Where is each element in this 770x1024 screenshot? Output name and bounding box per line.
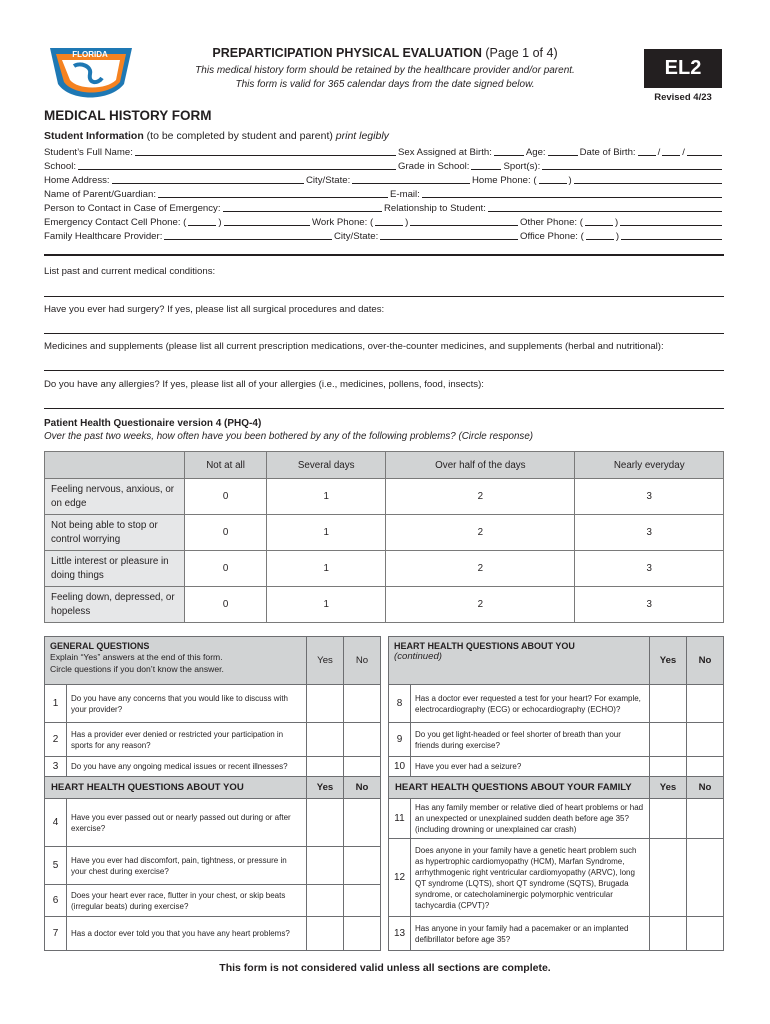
phq-option[interactable]: 3: [575, 515, 724, 551]
heart-cont-header: HEART HEALTH QUESTIONS ABOUT YOU (continued): [389, 637, 650, 685]
no-checkbox[interactable]: [687, 723, 724, 757]
question-text: Has a doctor ever told you that you have any heart problems?: [67, 917, 307, 951]
form-header-subtitle: [150, 64, 620, 92]
question-number: 13: [389, 917, 411, 951]
phq-table: [44, 451, 724, 623]
work-phone-area-field[interactable]: [375, 216, 403, 226]
no-checkbox[interactable]: [687, 685, 724, 723]
yes-checkbox[interactable]: [307, 723, 344, 757]
phq-row: [45, 551, 724, 587]
phq-row: [45, 587, 724, 623]
question-row: [389, 799, 724, 839]
work-phone-field[interactable]: [410, 216, 518, 226]
allergies-answer-line[interactable]: [44, 408, 724, 409]
question-number: 12: [389, 839, 411, 917]
no-checkbox[interactable]: [687, 799, 724, 839]
question-row: [45, 799, 381, 847]
no-checkbox[interactable]: [687, 757, 724, 777]
yes-checkbox[interactable]: [307, 847, 344, 885]
question-row: [45, 917, 381, 951]
question-number: 1: [45, 685, 67, 723]
no-checkbox[interactable]: [344, 799, 381, 847]
general-and-heart-table: [44, 636, 381, 951]
phq-option[interactable]: 2: [386, 551, 575, 587]
student-info-heading: Student Information (to be completed by student and parent) print legibly: [44, 130, 389, 142]
city-state-field[interactable]: [352, 174, 470, 184]
phq-option[interactable]: 0: [185, 515, 267, 551]
school-field[interactable]: [78, 160, 396, 170]
phq-row-label: Little interest or pleasure in doing things: [45, 551, 185, 587]
question-text: Do you have any concerns that you would like to discuss with your provider?: [67, 685, 307, 723]
validity-footer: This form is not considered valid unless all sections are complete.: [219, 962, 551, 974]
heart-you-header: HEART HEALTH QUESTIONS ABOUT YOU: [45, 777, 307, 799]
question-row: [45, 723, 381, 757]
question-row: [389, 917, 724, 951]
question-text: Has any family member or relative died of heart problems or had an unexpected or unexplained sudden death before age 35? (including drowning or unexplained car crash): [411, 799, 650, 839]
phq-option[interactable]: 2: [386, 587, 575, 623]
no-checkbox[interactable]: [344, 723, 381, 757]
revised-date: Revised 4/23: [654, 92, 712, 103]
title-text: PREPARTICIPATION PHYSICAL EVALUATION: [212, 46, 482, 60]
office-phone-area-field[interactable]: [586, 230, 614, 240]
yes-checkbox[interactable]: [307, 885, 344, 917]
no-checkbox[interactable]: [344, 885, 381, 917]
yes-header: Yes: [307, 777, 344, 799]
question-text: Have you ever had discomfort, pain, tightness, or pressure in your chest during exercise?: [67, 847, 307, 885]
question-number: 5: [45, 847, 67, 885]
yes-checkbox[interactable]: [650, 723, 687, 757]
phq-option[interactable]: 3: [575, 587, 724, 623]
phq-subtitle: Over the past two weeks, how often have you been bothered by any of the following problems? (Circle response): [44, 431, 534, 442]
student-info-fields: Student’s Full Name: Sex Assigned at Birth: Age: Date of Birth: / / School: Grade in School: Sport(s): Home Address: City/State: Home Phone: ( ) Name of Parent/Guardian: E-mail: Person to Contact in Case of Emergency: Relationship to Student: Emergency Contact Cell Phone: ( ) Work Phone: ( ) Other Phone: ( ) Family Healthcare Provider: City/State: Office Phone: ( ): [44, 144, 724, 242]
form-title: MEDICAL HISTORY FORM: [44, 108, 212, 123]
grade-field[interactable]: [471, 160, 501, 170]
parent-name-field[interactable]: [158, 188, 388, 198]
yes-checkbox[interactable]: [307, 799, 344, 847]
relationship-field[interactable]: [488, 202, 722, 212]
no-checkbox[interactable]: [344, 847, 381, 885]
question-number: 2: [45, 723, 67, 757]
home-phone-field[interactable]: [574, 174, 722, 184]
question-row: [389, 723, 724, 757]
form-header-title: [150, 46, 620, 60]
yes-header: Yes: [307, 637, 344, 685]
other-phone-area-field[interactable]: [585, 216, 613, 226]
yes-checkbox[interactable]: [307, 917, 344, 951]
emergency-contact-field[interactable]: [223, 202, 382, 212]
phq-option[interactable]: 0: [185, 551, 267, 587]
provider-city-field[interactable]: [380, 230, 518, 240]
phq-col-header: Nearly everyday: [575, 452, 724, 479]
question-text: Does anyone in your family have a genetic heart problem such as hypertrophic cardiomyopathy (HCM), Marfan Syndrome, arrhythmogenic right ventricular cardiomyopathy (ARVC), long QT syndrome (LQTS), short QT syndrome (SQTS), Brugada syndrome, or catecholaminergic polymorphic ventricular tachycardia (CPVT)?: [411, 839, 650, 917]
phq-option[interactable]: 0: [185, 587, 267, 623]
heart-you-header-row: [45, 777, 381, 799]
question-text: Have you ever had a seizure?: [411, 757, 650, 777]
question-text: Have you ever passed out or nearly passed out during or after exercise?: [67, 799, 307, 847]
section-divider: [44, 254, 724, 256]
surgery-question: Have you ever had surgery? If yes, please list all surgical procedures and dates:: [44, 304, 385, 315]
phq-option[interactable]: 3: [575, 479, 724, 515]
question-row: [389, 839, 724, 917]
phq-option[interactable]: 1: [267, 479, 386, 515]
question-row: [45, 685, 381, 723]
question-number: 4: [45, 799, 67, 847]
phq-option[interactable]: 0: [185, 479, 267, 515]
no-checkbox[interactable]: [687, 839, 724, 917]
yes-header: Yes: [650, 637, 687, 685]
medicines-question: Medicines and supplements (please list all current prescription medications, over-the-counter medicines, and supplements (herbal and nutritional):: [44, 341, 664, 352]
phq-title: Patient Health Questionaire version 4 (PHQ-4): [44, 418, 262, 429]
phq-option[interactable]: 1: [267, 515, 386, 551]
no-header: No: [687, 777, 724, 799]
healthcare-provider-field[interactable]: [164, 230, 332, 240]
heart-continued-table: [388, 636, 724, 951]
no-checkbox[interactable]: [687, 917, 724, 951]
phq-option[interactable]: 3: [575, 551, 724, 587]
yes-header: Yes: [650, 777, 687, 799]
question-number: 9: [389, 723, 411, 757]
yes-checkbox[interactable]: [650, 799, 687, 839]
subtitle-line-2: This form is valid for 365 calendar days from the date signed below.: [235, 79, 535, 90]
question-number: 10: [389, 757, 411, 777]
phq-option[interactable]: 2: [386, 515, 575, 551]
heart-family-header-row: [389, 777, 724, 799]
phq-row-label: Feeling down, depressed, or hopeless: [45, 587, 185, 623]
medicines-answer-line[interactable]: [44, 370, 724, 371]
subtitle-line-1: This medical history form should be retained by the healthcare provider and/or parent.: [195, 65, 575, 76]
phq-col-header: Over half of the days: [386, 452, 575, 479]
question-number: 3: [45, 757, 67, 777]
logo-text: FLORIDA: [72, 50, 108, 59]
phq-option[interactable]: 1: [267, 587, 386, 623]
no-checkbox[interactable]: [344, 917, 381, 951]
fhsaa-logo: [40, 44, 136, 102]
home-address-field[interactable]: [112, 174, 304, 184]
phq-row-label: Feeling nervous, anxious, or on edge: [45, 479, 185, 515]
sports-field[interactable]: [542, 160, 722, 170]
no-checkbox[interactable]: [344, 685, 381, 723]
phq-header-row: [45, 452, 724, 479]
question-number: 11: [389, 799, 411, 839]
age-field[interactable]: [548, 146, 578, 156]
yes-checkbox[interactable]: [650, 917, 687, 951]
heart-cont-header-row: [389, 637, 724, 685]
other-phone-field[interactable]: [620, 216, 722, 226]
allergies-question: Do you have any allergies? If yes, please list all of your allergies (i.e., medicines, pollens, food, insects):: [44, 379, 484, 390]
page-number: (Page 1 of 4): [485, 46, 558, 60]
phq-corner-cell: [45, 452, 185, 479]
yes-checkbox[interactable]: [650, 839, 687, 917]
question-row: [389, 685, 724, 723]
question-row: [45, 847, 381, 885]
office-phone-field[interactable]: [621, 230, 722, 240]
sex-field[interactable]: [494, 146, 524, 156]
question-text: Do you get light-headed or feel shorter of breath than your friends during exercise?: [411, 723, 650, 757]
question-row: [45, 885, 381, 917]
phq-col-header: Not at all: [185, 452, 267, 479]
question-text: Does your heart ever race, flutter in your chest, or skip beats (irregular beats) during exercise?: [67, 885, 307, 917]
dob-day-field[interactable]: [662, 146, 680, 156]
medical-conditions-answer-line[interactable]: [44, 296, 724, 297]
medical-conditions-question: List past and current medical conditions:: [44, 266, 216, 277]
no-header: No: [687, 637, 724, 685]
phq-row-label: Not being able to stop or control worrying: [45, 515, 185, 551]
general-header-row: [45, 637, 381, 685]
no-checkbox[interactable]: [344, 757, 381, 777]
question-row: [389, 757, 724, 777]
yes-checkbox[interactable]: [307, 685, 344, 723]
yes-checkbox[interactable]: [650, 757, 687, 777]
question-text: Has anyone in your family had a pacemaker or an implanted defibrillator before age 35?: [411, 917, 650, 951]
yes-checkbox[interactable]: [307, 757, 344, 777]
phq-row: [45, 479, 724, 515]
question-number: 6: [45, 885, 67, 917]
yes-checkbox[interactable]: [650, 685, 687, 723]
phq-option[interactable]: 2: [386, 479, 575, 515]
email-field[interactable]: [422, 188, 722, 198]
home-phone-area-field[interactable]: [539, 174, 567, 184]
form-code-badge: EL2: [644, 49, 722, 88]
question-text: Do you have any ongoing medical issues or recent illnesses?: [67, 757, 307, 777]
surgery-answer-line[interactable]: [44, 333, 724, 334]
cell-phone-area-field[interactable]: [188, 216, 216, 226]
student-name-field[interactable]: [135, 146, 396, 156]
no-header: No: [344, 777, 381, 799]
question-row: [45, 757, 381, 777]
heart-family-header: HEART HEALTH QUESTIONS ABOUT YOUR FAMILY: [389, 777, 650, 799]
phq-row: [45, 515, 724, 551]
phq-col-header: Several days: [267, 452, 386, 479]
question-text: Has a provider ever denied or restricted your participation in sports for any reason?: [67, 723, 307, 757]
question-number: 8: [389, 685, 411, 723]
dob-month-field[interactable]: [638, 146, 656, 156]
question-text: Has a doctor ever requested a test for your heart? For example, electrocardiography (ECG) or echocardiography (ECHO)?: [411, 685, 650, 723]
cell-phone-field[interactable]: [224, 216, 310, 226]
general-header: GENERAL QUESTIONS Explain “Yes” answers at the end of this form. Circle questions if you don’t know the answer.: [45, 637, 307, 685]
question-number: 7: [45, 917, 67, 951]
no-header: No: [344, 637, 381, 685]
phq-option[interactable]: 1: [267, 551, 386, 587]
dob-year-field[interactable]: [687, 146, 722, 156]
